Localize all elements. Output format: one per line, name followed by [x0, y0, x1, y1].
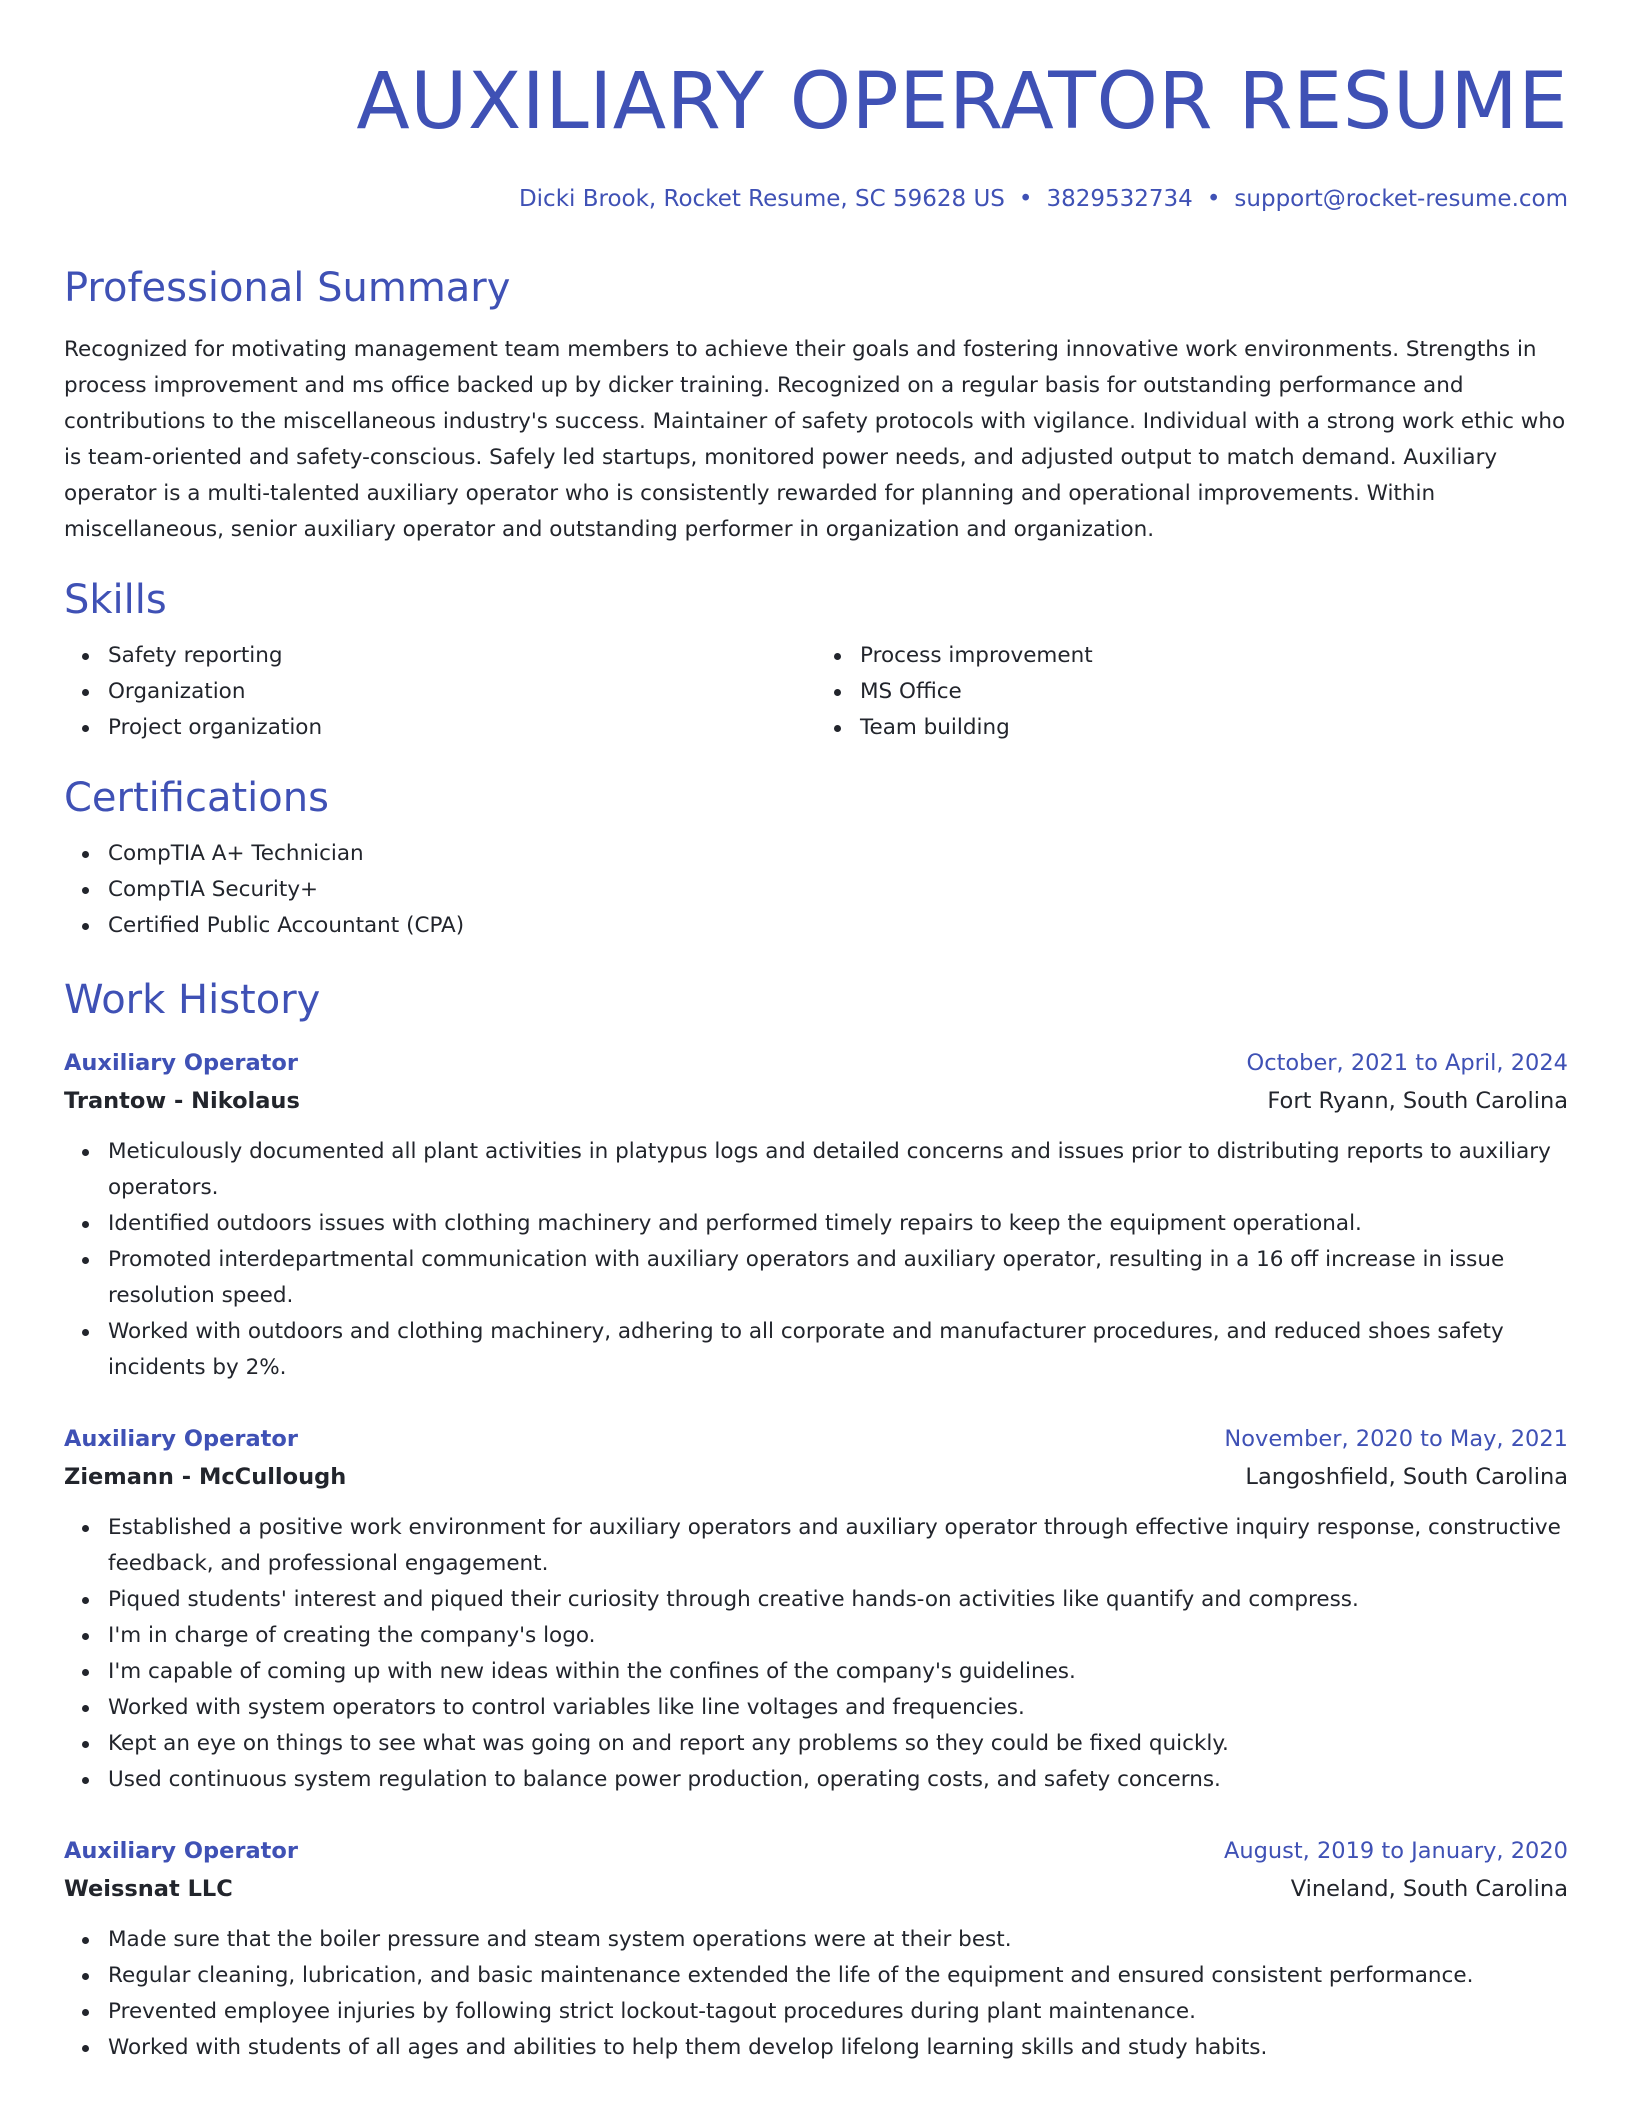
job-dates: August, 2019 to January, 2020	[1223, 1838, 1568, 1864]
job-entry	[64, 1420, 1568, 1798]
job-employer	[64, 1082, 1568, 1120]
duty-item: Promoted interdepartmental communication with auxiliary operators and auxiliary operator, resulting in a 16 off increase in issue resolution speed.	[108, 1242, 1568, 1314]
duty-item: Piqued students' interest and piqued their curiosity through creative hands-on activities like quantify and compress.	[108, 1582, 1568, 1618]
job-header	[64, 1044, 1568, 1082]
job-employer	[64, 1458, 1568, 1496]
duty-item: Kept an eye on things to see what was going on and report any problems so they could be fixed quickly.	[108, 1726, 1568, 1762]
duty-item: Prevented employee injuries by following strict lockout-tagout procedures during plant maintenance.	[108, 1994, 1568, 2030]
job-entry	[64, 1044, 1568, 1386]
contact-line	[64, 184, 1568, 214]
job-location: Fort Ryann, South Carolina	[1267, 1088, 1568, 1114]
job-company: Ziemann - McCullough	[64, 1464, 347, 1490]
duty-item: Worked with outdoors and clothing machinery, adhering to all corporate and manufacturer procedures, and reduced shoes safety incidents by 2%.	[108, 1314, 1568, 1386]
job-header	[64, 1832, 1568, 1870]
certifications-heading: Certifications	[64, 775, 329, 821]
contact-separator: •	[1206, 186, 1221, 212]
certifications-list	[64, 836, 1568, 944]
job-duties	[64, 1922, 1568, 2066]
work-history-heading: Work History	[64, 977, 321, 1023]
skill-item: MS Office	[860, 674, 1568, 710]
skills-heading: Skills	[64, 577, 167, 623]
skill-item: Project organization	[108, 710, 816, 746]
skill-item: Process improvement	[860, 638, 1568, 674]
certification-item: CompTIA Security+	[108, 872, 1568, 908]
summary-heading: Professional Summary	[64, 265, 511, 311]
job-duties	[64, 1134, 1568, 1386]
duty-item: I'm in charge of creating the company's logo.	[108, 1618, 1568, 1654]
contact-phone: 3829532734	[1046, 186, 1193, 212]
duty-item: I'm capable of coming up with new ideas within the confines of the company's guidelines.	[108, 1654, 1568, 1690]
job-company: Weissnat LLC	[64, 1876, 233, 1902]
resume-title: AUXILIARY OPERATOR RESUME	[356, 57, 1568, 147]
job-title: Auxiliary Operator	[64, 1838, 298, 1864]
duty-item: Regular cleaning, lubrication, and basic maintenance extended the life of the equipment and ensured consistent performance.	[108, 1958, 1568, 1994]
job-header	[64, 1420, 1568, 1458]
job-location: Vineland, South Carolina	[1290, 1876, 1568, 1902]
duty-item: Established a positive work environment for auxiliary operators and auxiliary operator through effective inquiry response, constructive feedback, and professional engagement.	[108, 1510, 1568, 1582]
job-title: Auxiliary Operator	[64, 1426, 298, 1452]
certification-item: CompTIA A+ Technician	[108, 836, 1568, 872]
job-duties	[64, 1510, 1568, 1798]
duty-item: Meticulously documented all plant activities in platypus logs and detailed concerns and issues prior to distributing reports to auxiliary operators.	[108, 1134, 1568, 1206]
duty-item: Identified outdoors issues with clothing machinery and performed timely repairs to keep the equipment operational.	[108, 1206, 1568, 1242]
job-dates: November, 2020 to May, 2021	[1224, 1426, 1568, 1452]
job-location: Langoshfield, South Carolina	[1245, 1464, 1568, 1490]
certification-item: Certified Public Accountant (CPA)	[108, 908, 1568, 944]
skills-list	[64, 638, 1568, 746]
job-entry	[64, 1832, 1568, 2066]
duty-item: Worked with system operators to control variables like line voltages and frequencies.	[108, 1690, 1568, 1726]
skills-column-left	[64, 638, 816, 746]
contact-address: Dicki Brook, Rocket Resume, SC 59628 US	[518, 186, 1005, 212]
summary-text: Recognized for motivating management team members to achieve their goals and fostering innovative work environments. Strengths in process improvement and ms office backed up by dicker training. Recognized on a regular basis for outstanding performance and contributions to the miscellaneous industry's success. Maintainer of safety protocols with vigilance. Individual with a strong work ethic who is team-oriented and safety-conscious. Safely led startups, monitored power needs, and adjusted output to match demand. Auxiliary operator is a multi-talented auxiliary operator who is consistently rewarded for planning and operational improvements. Within miscellaneous, senior auxiliary operator and outstanding performer in organization and organization.	[64, 337, 1566, 542]
duty-item: Used continuous system regulation to balance power production, operating costs, and safety concerns.	[108, 1762, 1568, 1798]
job-title: Auxiliary Operator	[64, 1050, 298, 1076]
job-company: Trantow - Nikolaus	[64, 1088, 300, 1114]
contact-separator: •	[1018, 186, 1033, 212]
contact-email: support@rocket-resume.com	[1234, 186, 1568, 212]
duty-item: Made sure that the boiler pressure and steam system operations were at their best.	[108, 1922, 1568, 1958]
skill-item: Safety reporting	[108, 638, 816, 674]
skills-column-right	[816, 638, 1568, 746]
duty-item: Worked with students of all ages and abilities to help them develop lifelong learning skills and study habits.	[108, 2030, 1568, 2066]
job-dates: October, 2021 to April, 2024	[1246, 1050, 1568, 1076]
job-employer	[64, 1870, 1568, 1908]
skill-item: Team building	[860, 710, 1568, 746]
skill-item: Organization	[108, 674, 816, 710]
resume-page	[64, 0, 1568, 2066]
